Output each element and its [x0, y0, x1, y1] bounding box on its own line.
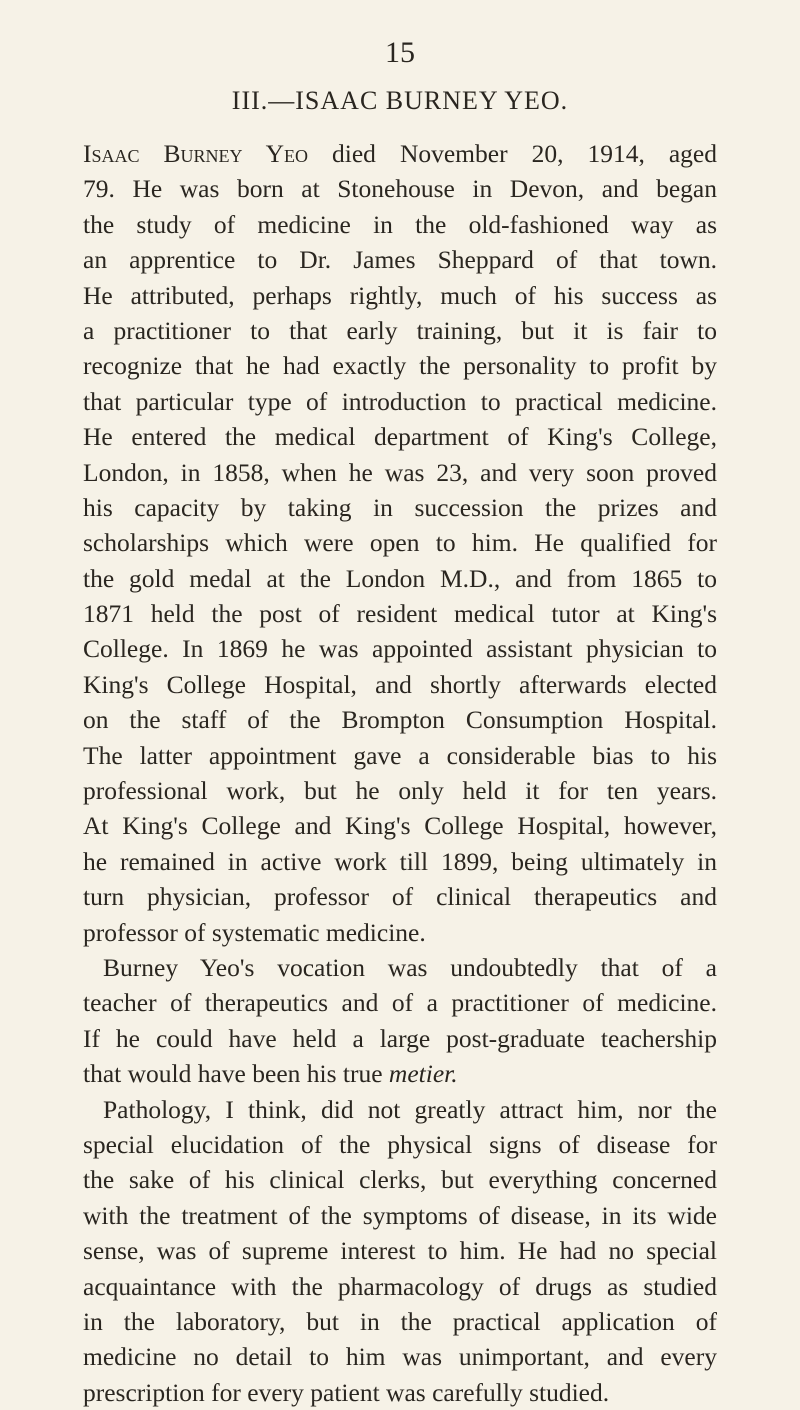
line-text: the gold medal at the London M.D., and from 1865 to	[83, 563, 717, 593]
line-text: his capacity by taking in succession the prizes and	[83, 492, 717, 522]
line-text: prescription for every patient was carefully studied.	[83, 1377, 610, 1407]
line-text: professor of systematic medicine.	[83, 917, 426, 947]
text-line	[83, 455, 717, 490]
line-text: on the staff of the Brompton Consumption Hospital.	[83, 705, 717, 735]
line-text: in the laboratory, but in the practical application of	[83, 1306, 717, 1336]
line-text: He entered the medical department of King's College,	[83, 422, 717, 452]
text-line	[83, 1233, 717, 1268]
page-number: 15	[385, 36, 415, 69]
text-line	[83, 348, 717, 383]
body-text	[83, 136, 717, 1410]
line-text: with the treatment of the symptoms of disease, in its wide	[83, 1200, 717, 1230]
text-line	[83, 561, 717, 596]
chapter-heading: III.—ISAAC BURNEY YEO.	[231, 86, 569, 115]
text-line	[83, 1092, 717, 1127]
line-text: teacher of therapeutics and of a practitioner of medicine.	[83, 988, 717, 1018]
text-line	[83, 1162, 717, 1197]
text-line	[83, 1127, 717, 1162]
line-text: professional work, but he only held it for ten years.	[83, 776, 717, 806]
text-line	[83, 667, 717, 702]
line-text: The latter appointment gave a considerable bias to his	[83, 740, 717, 770]
line-text: died November 20, 1914, aged	[308, 139, 717, 168]
text-line	[83, 490, 717, 525]
line-text: medicine no detail to him was unimportant, and every	[83, 1342, 717, 1372]
line-text: London, in 1858, when he was 23, and very soon proved	[83, 457, 717, 487]
text-line	[83, 313, 717, 348]
text-line	[83, 1198, 717, 1233]
line-text: At King's College and King's College Hospital, however,	[83, 811, 717, 841]
text-line	[83, 738, 717, 773]
text-line	[83, 136, 717, 171]
text-line	[83, 419, 717, 454]
line-text: He attributed, perhaps rightly, much of his success as	[83, 280, 717, 310]
line-text: 1871 held the post of resident medical tutor at King's	[83, 599, 717, 629]
line-text: recognize that he had exactly the personality to profit by	[83, 351, 717, 381]
text-line	[83, 207, 717, 242]
line-text: an apprentice to Dr. James Sheppard of that town.	[83, 245, 717, 275]
text-line	[83, 596, 717, 631]
text-line	[83, 915, 717, 950]
line-text: scholarships which were open to him. He qualified for	[83, 528, 717, 558]
text-line	[83, 1375, 717, 1410]
line-text: King's College Hospital, and shortly afterwards elected	[83, 669, 717, 699]
opening-name: Isaac Burney Yeo	[83, 139, 309, 168]
line-text: a practitioner to that early training, but it is fair to	[83, 315, 717, 345]
line-text: College. In 1869 he was appointed assistant physician to	[83, 634, 717, 664]
text-line	[83, 1021, 717, 1056]
text-line	[83, 808, 717, 843]
text-line	[83, 879, 717, 914]
line-text: the study of medicine in the old-fashioned way as	[83, 209, 717, 239]
line-text: that particular type of introduction to practical medicine.	[83, 386, 717, 416]
text-line	[83, 844, 717, 879]
line-text: 79. He was born at Stonehouse in Devon, and began	[83, 174, 717, 204]
line-text: turn physician, professor of clinical therapeutics and	[83, 882, 717, 912]
text-line	[83, 1056, 717, 1091]
line-text: If he could have held a large post-graduate teachership	[83, 1023, 717, 1053]
text-line	[83, 242, 717, 277]
line-text: Burney Yeo's vocation was undoubtedly that of a	[103, 952, 717, 982]
line-text: acquaintance with the pharmacology of drugs as studied	[83, 1271, 717, 1301]
text-line	[83, 950, 717, 985]
text-line	[83, 525, 717, 560]
line-text: sense, was of supreme interest to him. He had no special	[83, 1236, 717, 1266]
italic-word: metier.	[388, 1059, 458, 1089]
text-line	[83, 384, 717, 419]
text-line	[83, 278, 717, 313]
text-line	[83, 1339, 717, 1374]
text-line	[83, 1269, 717, 1304]
text-line	[83, 985, 717, 1020]
text-line	[83, 1304, 717, 1339]
line-text: he remained in active work till 1899, being ultimately in	[83, 846, 717, 876]
line-text: the sake of his clinical clerks, but everything concerned	[83, 1165, 717, 1195]
text-line	[83, 631, 717, 666]
text-line	[83, 171, 717, 206]
text-line	[83, 773, 717, 808]
text-line	[83, 702, 717, 737]
line-text: that would have been his true	[83, 1059, 389, 1089]
line-text: special elucidation of the physical signs of disease for	[83, 1129, 717, 1159]
line-text: Pathology, I think, did not greatly attract him, nor the	[103, 1094, 717, 1124]
